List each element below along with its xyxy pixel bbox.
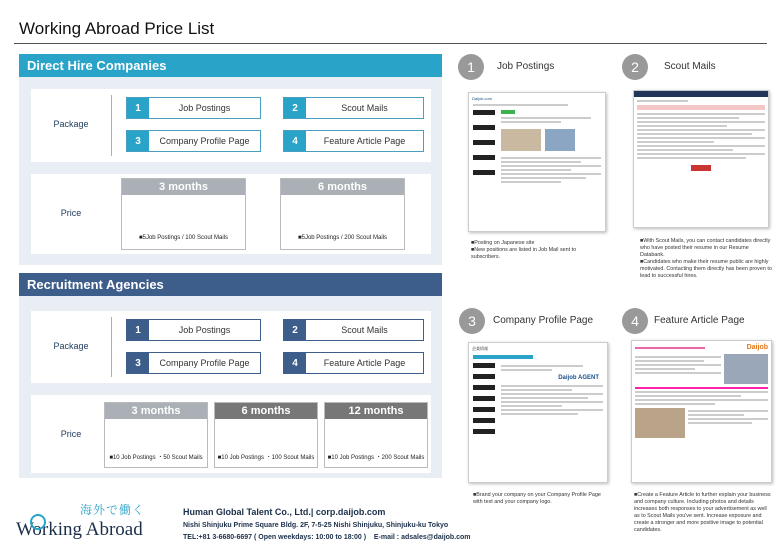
- package-item-feature-article: 4 Feature Article Page: [283, 352, 424, 374]
- direct-hire-heading: Direct Hire Companies: [19, 54, 442, 77]
- direct-hire-panel: [19, 54, 442, 265]
- daijob-logo: Daijob: [746, 344, 768, 351]
- agent-logo: Daijob AGENT: [558, 375, 599, 381]
- divider: [111, 317, 112, 377]
- feature-3-number: 3: [459, 308, 485, 334]
- plan-12-months: 12 months ■10 Job Postings ・200 Scout Mails: [324, 402, 428, 468]
- agency-price-box: [31, 395, 431, 473]
- globe-icon: [30, 514, 46, 530]
- company-contact: TEL:+81 3-6680-6697 ( Open weekdays: 10:00 to 18:00 ) E-mail : adsales@daijob.com: [183, 534, 471, 541]
- agency-panel: [19, 273, 442, 478]
- plan-3-months: 3 months ■5Job Postings / 100 Scout Mails: [121, 178, 246, 250]
- feature-1-description: ■Posting on Japanese site ■New positions are listed in Job Mail sent to subscribers.: [471, 240, 577, 260]
- divider: [111, 95, 112, 156]
- plan-3-months: 3 months ■10 Job Postings ・50 Scout Mails: [104, 402, 208, 468]
- package-item-company-profile: 3 Company Profile Page: [126, 130, 261, 152]
- page-title: Working Abroad Price List: [19, 19, 215, 38]
- feature-article-screenshot: [631, 340, 772, 483]
- package-item-job-postings: 1 Job Postings: [126, 97, 261, 119]
- feature-4-number: 4: [622, 308, 648, 334]
- feature-2-number: 2: [622, 54, 648, 80]
- direct-price-box: [31, 174, 431, 254]
- feature-1-number: 1: [458, 54, 484, 80]
- job-postings-screenshot: Daijob.com: [468, 92, 606, 232]
- company-profile-screenshot: 企業情報 Daijob AGENT: [468, 342, 608, 483]
- package-item-scout-mails: 2 Scout Mails: [283, 319, 424, 341]
- company-address: Nishi Shinjuku Prime Square Bldg. 2F, 7-5-25 Nishi Shinjuku, Shinjuku-ku Tokyo: [183, 522, 449, 529]
- package-item-feature-article: 4 Feature Article Page: [283, 130, 424, 152]
- feature-3-description: ■Brand your company on your Company Profile Page with text and your company logo.: [473, 492, 601, 505]
- plan-6-months: 6 months ■5Job Postings / 200 Scout Mails: [280, 178, 405, 250]
- package-label: Package: [53, 119, 89, 129]
- plan-6-months: 6 months ■10 Job Postings ・100 Scout Mails: [214, 402, 318, 468]
- direct-package-box: [31, 89, 431, 162]
- feature-3-title: Company Profile Page: [493, 315, 594, 326]
- package-item-job-postings: 1 Job Postings: [126, 319, 261, 341]
- agency-package-box: [31, 311, 431, 383]
- feature-2-description: ■With Scout Mails, you can contact candidates directly who have posted their resume in our Resume Databank. ■Candidates who make their resume public are highly motivated. Contacting them directly has been proven to lead to successful hires.: [640, 238, 772, 279]
- company-name: Human Global Talent Co., Ltd.| corp.daijob.com: [183, 507, 386, 517]
- package-item-company-profile: 3 Company Profile Page: [126, 352, 261, 374]
- agency-heading: Recruitment Agencies: [19, 273, 442, 296]
- feature-1-title: Job Postings: [497, 61, 555, 72]
- price-label: Price: [60, 208, 82, 218]
- feature-4-description: ■Create a Feature Article to further explain your business and company culture. Including photos and details increases both responses to your advertisement as well as to Scout Mails you've sent. Increase exposure and create a stronger and more positive image to potential candidates.: [634, 492, 771, 533]
- feature-2-title: Scout Mails: [664, 61, 716, 72]
- logo-english: Working Abroad: [16, 519, 143, 540]
- package-item-scout-mails: 2 Scout Mails: [283, 97, 424, 119]
- logo-japanese: 海外で働く: [80, 503, 146, 517]
- scout-mails-screenshot: [633, 90, 769, 228]
- price-label: Price: [60, 429, 82, 439]
- title-divider: [14, 43, 767, 44]
- package-label: Package: [53, 341, 89, 351]
- feature-4-title: Feature Article Page: [654, 315, 745, 326]
